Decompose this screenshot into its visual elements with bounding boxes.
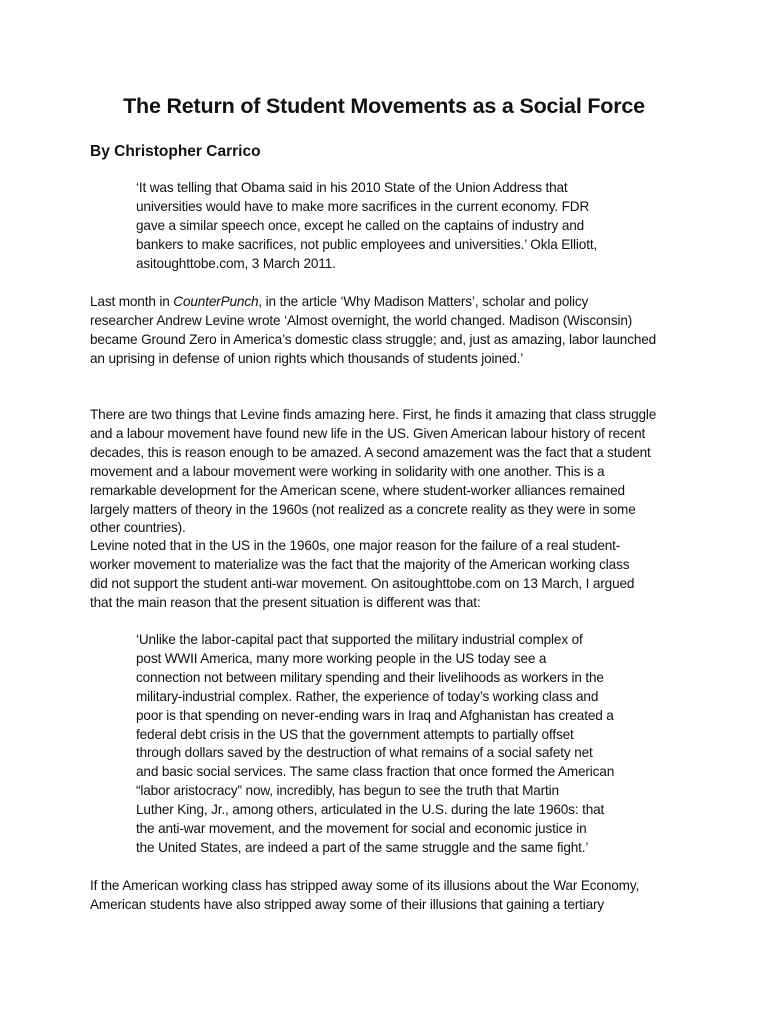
text-line: Luther King, Jr., among others, articulated in the U.S. during the late 1960s: that bbox=[136, 802, 605, 818]
paragraph-1960s bbox=[90, 537, 634, 613]
text-line: ‘It was telling that Obama said in his 2010 State of the Union Address that bbox=[136, 180, 568, 195]
publication-name: CounterPunch bbox=[173, 294, 259, 309]
text-line: “labor aristocracy” now, incredibly, has begun to see the truth that Martin bbox=[136, 783, 559, 799]
text-line: the anti-war movement, and the movement for social and economic justice in bbox=[136, 821, 587, 837]
text-line: poor is that spending on never-ending wars in Iraq and Afghanistan has created a bbox=[136, 707, 614, 723]
text-line: other countries). bbox=[90, 520, 186, 536]
text-line: universities would have to make more sacrifices in the current economy. FDR bbox=[136, 198, 590, 214]
byline: By Christopher Carrico bbox=[90, 143, 261, 160]
text-line: There are two things that Levine finds amazing here. First, he finds it amazing that class struggle bbox=[90, 407, 657, 422]
block-quote-labor-capital bbox=[136, 631, 614, 858]
paragraph-two-things bbox=[90, 406, 656, 538]
text-run: Last month in bbox=[90, 294, 174, 309]
text-line: federal debt crisis in the US that the government attempts to partially offset bbox=[136, 726, 574, 742]
text-line: and a labour movement have found new life in the US. Given American labour history of recent bbox=[90, 425, 646, 441]
text-line: If the American working class has stripped away some of its illusions about the War Economy, bbox=[90, 878, 640, 893]
text-line: American students have also stripped away some of their illusions that gaining a tertiary bbox=[90, 896, 605, 912]
text-run: , in the article ‘Why Madison Matters’, scholar and policy bbox=[258, 294, 589, 309]
paragraph-war-economy bbox=[90, 877, 639, 915]
text-line: asitoughttobe.com, 3 March 2011. bbox=[136, 255, 336, 271]
text-line: worker movement to materialize was the fact that the majority of the American working class bbox=[90, 556, 630, 572]
text-line: became Ground Zero in America’s domestic class struggle; and, just as amazing, labor launched bbox=[90, 331, 657, 347]
text-line: gave a similar speech once, except he called on the captains of industry and bbox=[136, 217, 585, 233]
text-line: an uprising in defense of union rights which thousands of students joined.’ bbox=[90, 350, 524, 366]
text-line: post WWII America, many more working people in the US today see a bbox=[136, 650, 547, 666]
text-line: ‘Unlike the labor-capital pact that supported the military industrial complex of bbox=[136, 632, 583, 647]
text-line: Levine noted that in the US in the 1960s, one major reason for the failure of a real student- bbox=[90, 538, 621, 553]
text-line: researcher Andrew Levine wrote ‘Almost overnight, the world changed. Madison (Wisconsin) bbox=[90, 312, 633, 328]
document-title: The Return of Student Movements as a Social Force bbox=[123, 94, 645, 118]
text-line: bankers to make sacrifices, not public employees and universities.’ Okla Elliott, bbox=[136, 236, 598, 252]
text-line bbox=[90, 293, 656, 312]
text-line: decades, this is reason enough to be amazed. A second amazement was the fact that a student bbox=[90, 444, 651, 460]
text-line: military-industrial complex. Rather, the experience of today’s working class and bbox=[136, 688, 599, 704]
text-line: through dollars saved by the destruction of what remains of a social safety net bbox=[136, 745, 593, 761]
text-line: did not support the student anti-war movement. On asitoughttobe.com on 13 March, I argued bbox=[90, 575, 635, 591]
text-line: the United States, are indeed a part of the same struggle and the same fight.’ bbox=[136, 839, 589, 855]
paragraph-levine-intro bbox=[90, 293, 656, 369]
block-quote-elliott bbox=[136, 179, 597, 274]
text-line: remarkable development for the American scene, where student-worker alliances remained bbox=[90, 482, 625, 498]
text-line: that the main reason that the present situation is different was that: bbox=[90, 594, 481, 610]
text-line: largely matters of theory in the 1960s (not realized as a concrete reality as they were in some bbox=[90, 501, 636, 517]
text-line: and basic social services. The same class fraction that once formed the American bbox=[136, 764, 615, 780]
text-line: movement and a labour movement were working in solidarity with one another. This is a bbox=[90, 463, 605, 479]
text-line: connection not between military spending and their livelihoods as workers in the bbox=[136, 669, 604, 685]
